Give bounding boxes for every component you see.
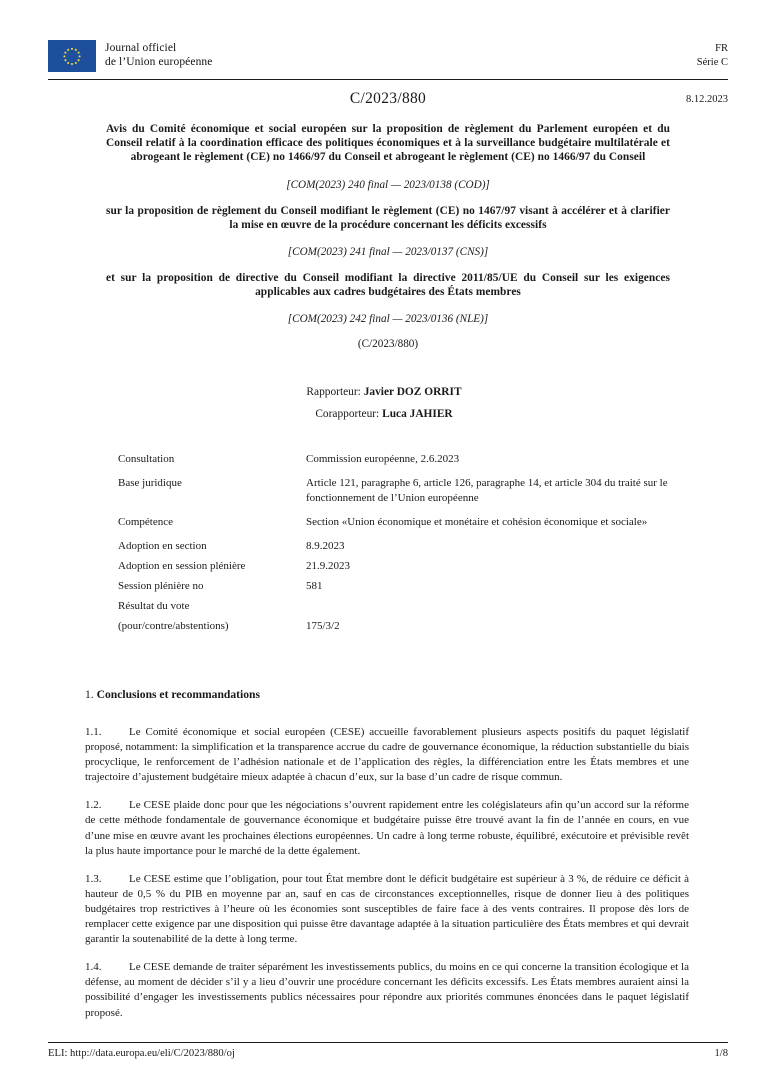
corapporteur-line: [0, 403, 768, 425]
masthead: [48, 40, 728, 76]
metadata-label: Adoption en section: [118, 540, 207, 552]
eu-flag-icon: [48, 40, 96, 72]
metadata-label: Base juridique: [118, 477, 182, 489]
footer-rule: [48, 1042, 728, 1043]
metadata-value: Commission européenne, 2.6.2023: [306, 453, 460, 465]
metadata-value: 8.9.2023: [306, 540, 345, 552]
rapporteur-label: Rapporteur:: [306, 386, 361, 398]
metadata-label: Consultation: [118, 453, 175, 465]
publication-date: 8.12.2023: [686, 94, 728, 105]
paragraph-number: 1.2.: [85, 799, 102, 812]
metadata-label: Compétence: [118, 516, 173, 528]
masthead-right: [697, 40, 728, 69]
journal-title: [105, 40, 212, 69]
language-code: FR: [715, 43, 728, 54]
metadata-table: [118, 452, 696, 639]
paragraph-number: 1.3.: [85, 872, 102, 885]
journal-title-line1: Journal officiel: [105, 42, 177, 54]
metadata-row: [118, 476, 696, 506]
corapporteur-label: Corapporteur:: [315, 408, 380, 420]
reference-com-242: [COM(2023) 242 final — 2023/0136 (NLE)]: [287, 313, 489, 326]
metadata-value: Article 121, paragraphe 6, article 126, paragraphe 14, et article 304 du traité sur le fonctionnement de l’Union européenne: [306, 477, 668, 504]
header-rule: [48, 79, 728, 80]
corapporteur-name: Luca JAHIER: [382, 408, 453, 420]
paragraph-number: 1.1.: [85, 726, 102, 738]
metadata-row: [118, 559, 696, 574]
footer: [48, 1048, 728, 1059]
document-id-row: [48, 90, 728, 110]
metadata-value: 581: [306, 580, 323, 592]
series-label: Série C: [696, 56, 728, 68]
metadata-value: 175/3/2: [306, 620, 340, 632]
metadata-value: 21.9.2023: [306, 560, 350, 572]
journal-title-line2: de l’Union européenne: [105, 55, 213, 68]
body-text: [85, 714, 689, 1034]
section-title: Conclusions et recommandations: [96, 688, 261, 701]
reference-com-241: [COM(2023) 241 final — 2023/0137 (CNS)]: [287, 246, 489, 259]
metadata-row: [118, 539, 696, 554]
paragraph: [85, 725, 689, 785]
paragraph-number: 1.4.: [85, 961, 102, 974]
document-id: C/2023/880: [349, 90, 427, 107]
masthead-left: [48, 40, 212, 72]
paragraph: [85, 960, 689, 1020]
metadata-label: Adoption en session plénière: [118, 560, 246, 572]
page-number: 1/8: [714, 1048, 728, 1059]
paragraph-text: Le CESE estime que l’obligation, pour tout État membre dont le déficit budgétaire est supérieur à 3 %, de réduire ce déficit à hauteur de 0,5 % du PIB en moyenne par an, sauf en cas de circonstances exceptionnelles, risque de donner lieu à des politiques budgétaires trop restrictives à l’heure où les économies sont susceptibles de faire face à des vents contraires. Il propose dès lors de remplacer cette exigence par une disposition qui puisse être davantage adaptée à la situation particulière des États membres et qui devrait garantir la soutenabilité de la dette à long terme.: [85, 872, 689, 946]
rapporteurs-block: [0, 381, 768, 425]
reference-celex: (C/2023/880): [357, 338, 419, 351]
paragraph: [85, 798, 689, 858]
metadata-row: [118, 452, 696, 467]
section-heading: [85, 688, 260, 701]
paragraph: [85, 872, 689, 947]
metadata-row: [118, 599, 696, 614]
opinion-main-title: Avis du Comité économique et social européen sur la proposition de règlement du Parlement européen et du Conseil relatif à la coordination efficace des politiques économiques et à la surveillance budgétaire multilatérale et abrogeant le règlement (CE) no 1466/97 du Conseil et abrogeant le règlement (CE) no 1466/97 du Conseil: [106, 123, 670, 164]
paragraph-text: Le CESE plaide donc pour que les négociations s’ouvrent rapidement entre les colégislateurs afin qu’un accord sur la réforme de cette méthode fondamentale de gouvernance économique et budgétaire puisse être trouvé avant la fin de l’année en cours, en vue d’une mise en œuvre avant les prochaines élections européennes. Un cadre à long terme robuste, équilibré, exécutoire et prévisible revêt la plus haute importance pour le marché de la dette également.: [85, 799, 689, 857]
rapporteur-name: Javier DOZ ORRIT: [363, 386, 462, 398]
section-number: 1.: [85, 688, 94, 701]
metadata-label: Résultat du vote: [118, 600, 190, 612]
metadata-row: [118, 619, 696, 634]
opinion-subtitle-2: sur la proposition de règlement du Conseil modifiant le règlement (CE) no 1467/97 visant à accélérer et à clarifier la mise en œuvre de la procédure concernant les déficits excessifs: [106, 204, 670, 231]
opinion-subtitle-3: et sur la proposition de directive du Conseil modifiant la directive 2011/85/UE du Conseil sur les exigences applicables aux cadres budgétaires des États membres: [106, 272, 670, 299]
rapporteur-line: [0, 381, 768, 403]
eli-link[interactable]: ELI: http://data.europa.eu/eli/C/2023/880/oj: [48, 1048, 235, 1059]
metadata-label: Session plénière no: [118, 580, 204, 592]
title-block: [106, 122, 670, 351]
metadata-row: [118, 579, 696, 594]
metadata-label: (pour/contre/abstentions): [118, 620, 229, 632]
metadata-row: [118, 515, 696, 530]
metadata-value: Section «Union économique et monétaire et cohésion économique et sociale»: [306, 516, 648, 528]
paragraph-text: Le Comité économique et social européen (CESE) accueille favorablement plusieurs aspects positifs du paquet législatif proposé, notamment: la simplification et la transparence accrue du cadre de gouvernance économique, la réduction substantielle du biais procyclique, le renforcement de l’adhésion nationale et de l’application des règles, la différenciation entre les États membres et une trajectoire d’ajustement budgétaire mieux adaptée à chacun d’eux, sur la base d’un cadre de risque commun.: [85, 726, 689, 784]
reference-com-240: [COM(2023) 240 final — 2023/0138 (COD)]: [286, 178, 490, 191]
paragraph-text: Le CESE demande de traiter séparément les investissements publics, du moins en ce qui concerne la transition écologique et la défense, au moment de décider s’il y a lieu d’ouvrir une procédure concernant les déficits excessifs. Les États membres auraient ainsi la possibilité d’engager les investissements publics nécessaires pour répondre aux priorités communes énoncées dans le paquet législatif proposé.: [85, 961, 689, 1019]
